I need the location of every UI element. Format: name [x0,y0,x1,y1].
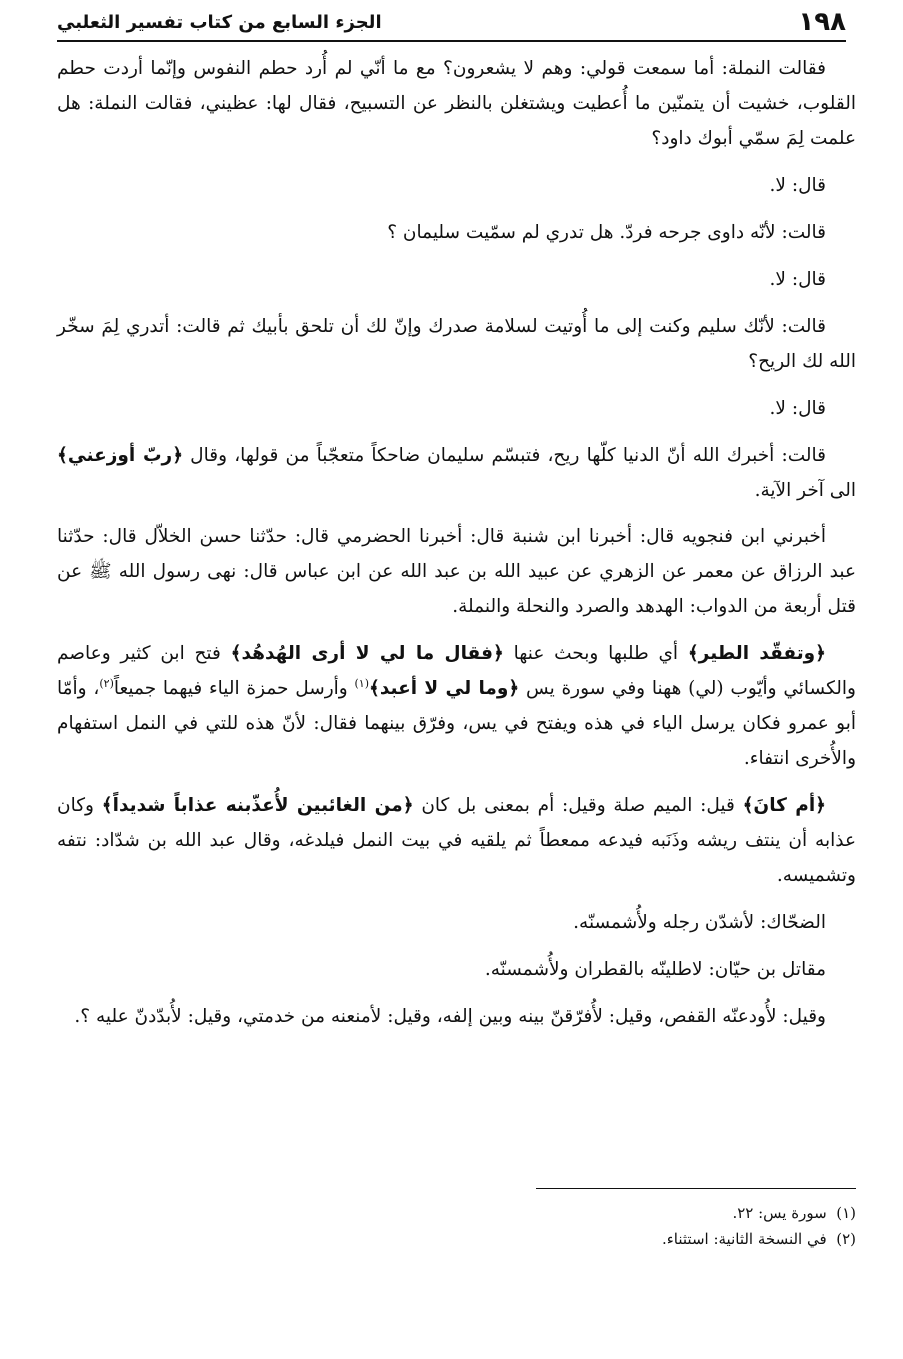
footnote-number: (١) [836,1204,856,1222]
page-header [57,4,846,42]
paragraph [57,637,856,777]
text-run: فتح ابن كثير وعاصم والكسائي وأيّوب (لي) ههنا وفي سورة يس [57,643,856,700]
paragraph [57,789,856,894]
footnote-text: سورة يس: ٢٢. [732,1204,827,1222]
footnote [57,1200,856,1226]
paragraph: قال: لا. [769,397,826,419]
paragraph: الضحّاك: لأشدّن رجله ولأُشمسنّه. [573,912,826,934]
paragraph: وقيل: لأُودعنّه القفص، وقيل: لأُفرّقنّ بينه وبين إلفه، وقيل: لأمنعنه من خدمتي، وقيل: لأُبدّدنّ عليه ؟. [74,1005,826,1027]
paragraph: فقالت النملة: أما سمعت قولي: وهم لا يشعرون؟ مع ما أنّي لم أُرد حطم النفوس وإنّما أردت حطم القلوب، خشيت أن يتمنّين ما أُعطيت ويشتغلن بالنظر عن التسبيح، فقال لها: عظيني، فقالت النملة: هل علمت لِمَ سمّي أبوك داود؟ [57,58,856,149]
footnote-ref[interactable]: (٢) [99,677,114,691]
paragraph: قالت: لأنّه داوى جرحه فردّ. هل تدري لم سمّيت سليمان ؟ [387,221,826,243]
text-run: وكان عذابه أن ينتف ريشه وذَنَبه فيدعه ممعطاً ثم يلقيه في بيت النمل فيلدغه، وقال عبد الله بن شدّاد: نتفه وتشميسه. [57,795,856,887]
paragraph: قال: لا. [769,268,826,290]
main-text [57,52,856,1047]
quran-verse: ﴿فقال ما لي لا أرى الهُدهُد﴾ [230,643,504,665]
paragraph: قالت: لأنّك سليم وكنت إلى ما أُوتيت لسلامة صدرك وإنّ لك أن تلحق بأبيك ثم قالت: أتدري لِمَ سخّر الله لك الريح؟ [57,315,856,372]
quran-verse: ﴿ربّ أوزعني﴾ [57,444,184,466]
quran-verse: ﴿وتفقّد الطير﴾ [687,643,826,665]
quran-verse: ﴿أم كانَ﴾ [742,795,826,817]
text-run: أي طلبها وبحث عنها [503,643,688,665]
quran-verse: ﴿وما لي لا أعبد﴾ [369,678,520,700]
quran-verse: ﴿من الغائبين لأُعذّبنه عذاباً شديداً﴾ [101,795,414,817]
paragraph: قال: لا. [769,174,826,196]
paragraph: مقاتل بن حيّان: لاطلينّه بالقطران ولأُشمسنّه. [484,958,826,980]
page-number: ١٩٨ [798,7,846,37]
footnote-text: في النسخة الثانية: استثناء. [661,1230,827,1249]
paragraph: أخبرني ابن فنجويه قال: أخبرنا ابن شنبة قال: أخبرنا الحضرمي قال: حدّثنا حسن الخلاّل قال: حدّثنا عبد الرزاق عن معمر عن الزهري عن عبيد الله بن عبد الله عن ابن عباس قال: نهى رسول الله ﷺ عن قتل أربعة من الدواب: الهدهد والصرد والنحلة والنملة. [57,526,856,618]
footnote-divider [536,1188,856,1189]
footnote [57,1226,856,1252]
text-run: قالت: أخبرك الله أنّ الدنيا كلّها ريح، فتبسّم سليمان ضاحكاً متعجّباً من قولها، وقال [183,444,826,466]
footnote-ref[interactable]: (١) [354,677,370,691]
text-run: قيل: الميم صلة وقيل: أم بمعنى بل كان [413,795,743,817]
footnote-number: (٢) [836,1230,856,1249]
text-run: وأرسل حمزة الياء فيهما جميعاً [113,678,355,700]
running-title: الجزء السابع من كتاب تفسير الثعلبي [57,11,382,33]
text-run: ، وأمّا أبو عمرو فكان يرسل الياء في هذه ويفتح في يس، وفرّق بينهما فقال: لأنّ هذه للتي في النمل استفهام والأُخرى انتفاء. [57,678,856,770]
footnotes [57,1200,856,1253]
text-run: الى آخر الآية. [754,479,856,501]
paragraph [57,439,856,509]
